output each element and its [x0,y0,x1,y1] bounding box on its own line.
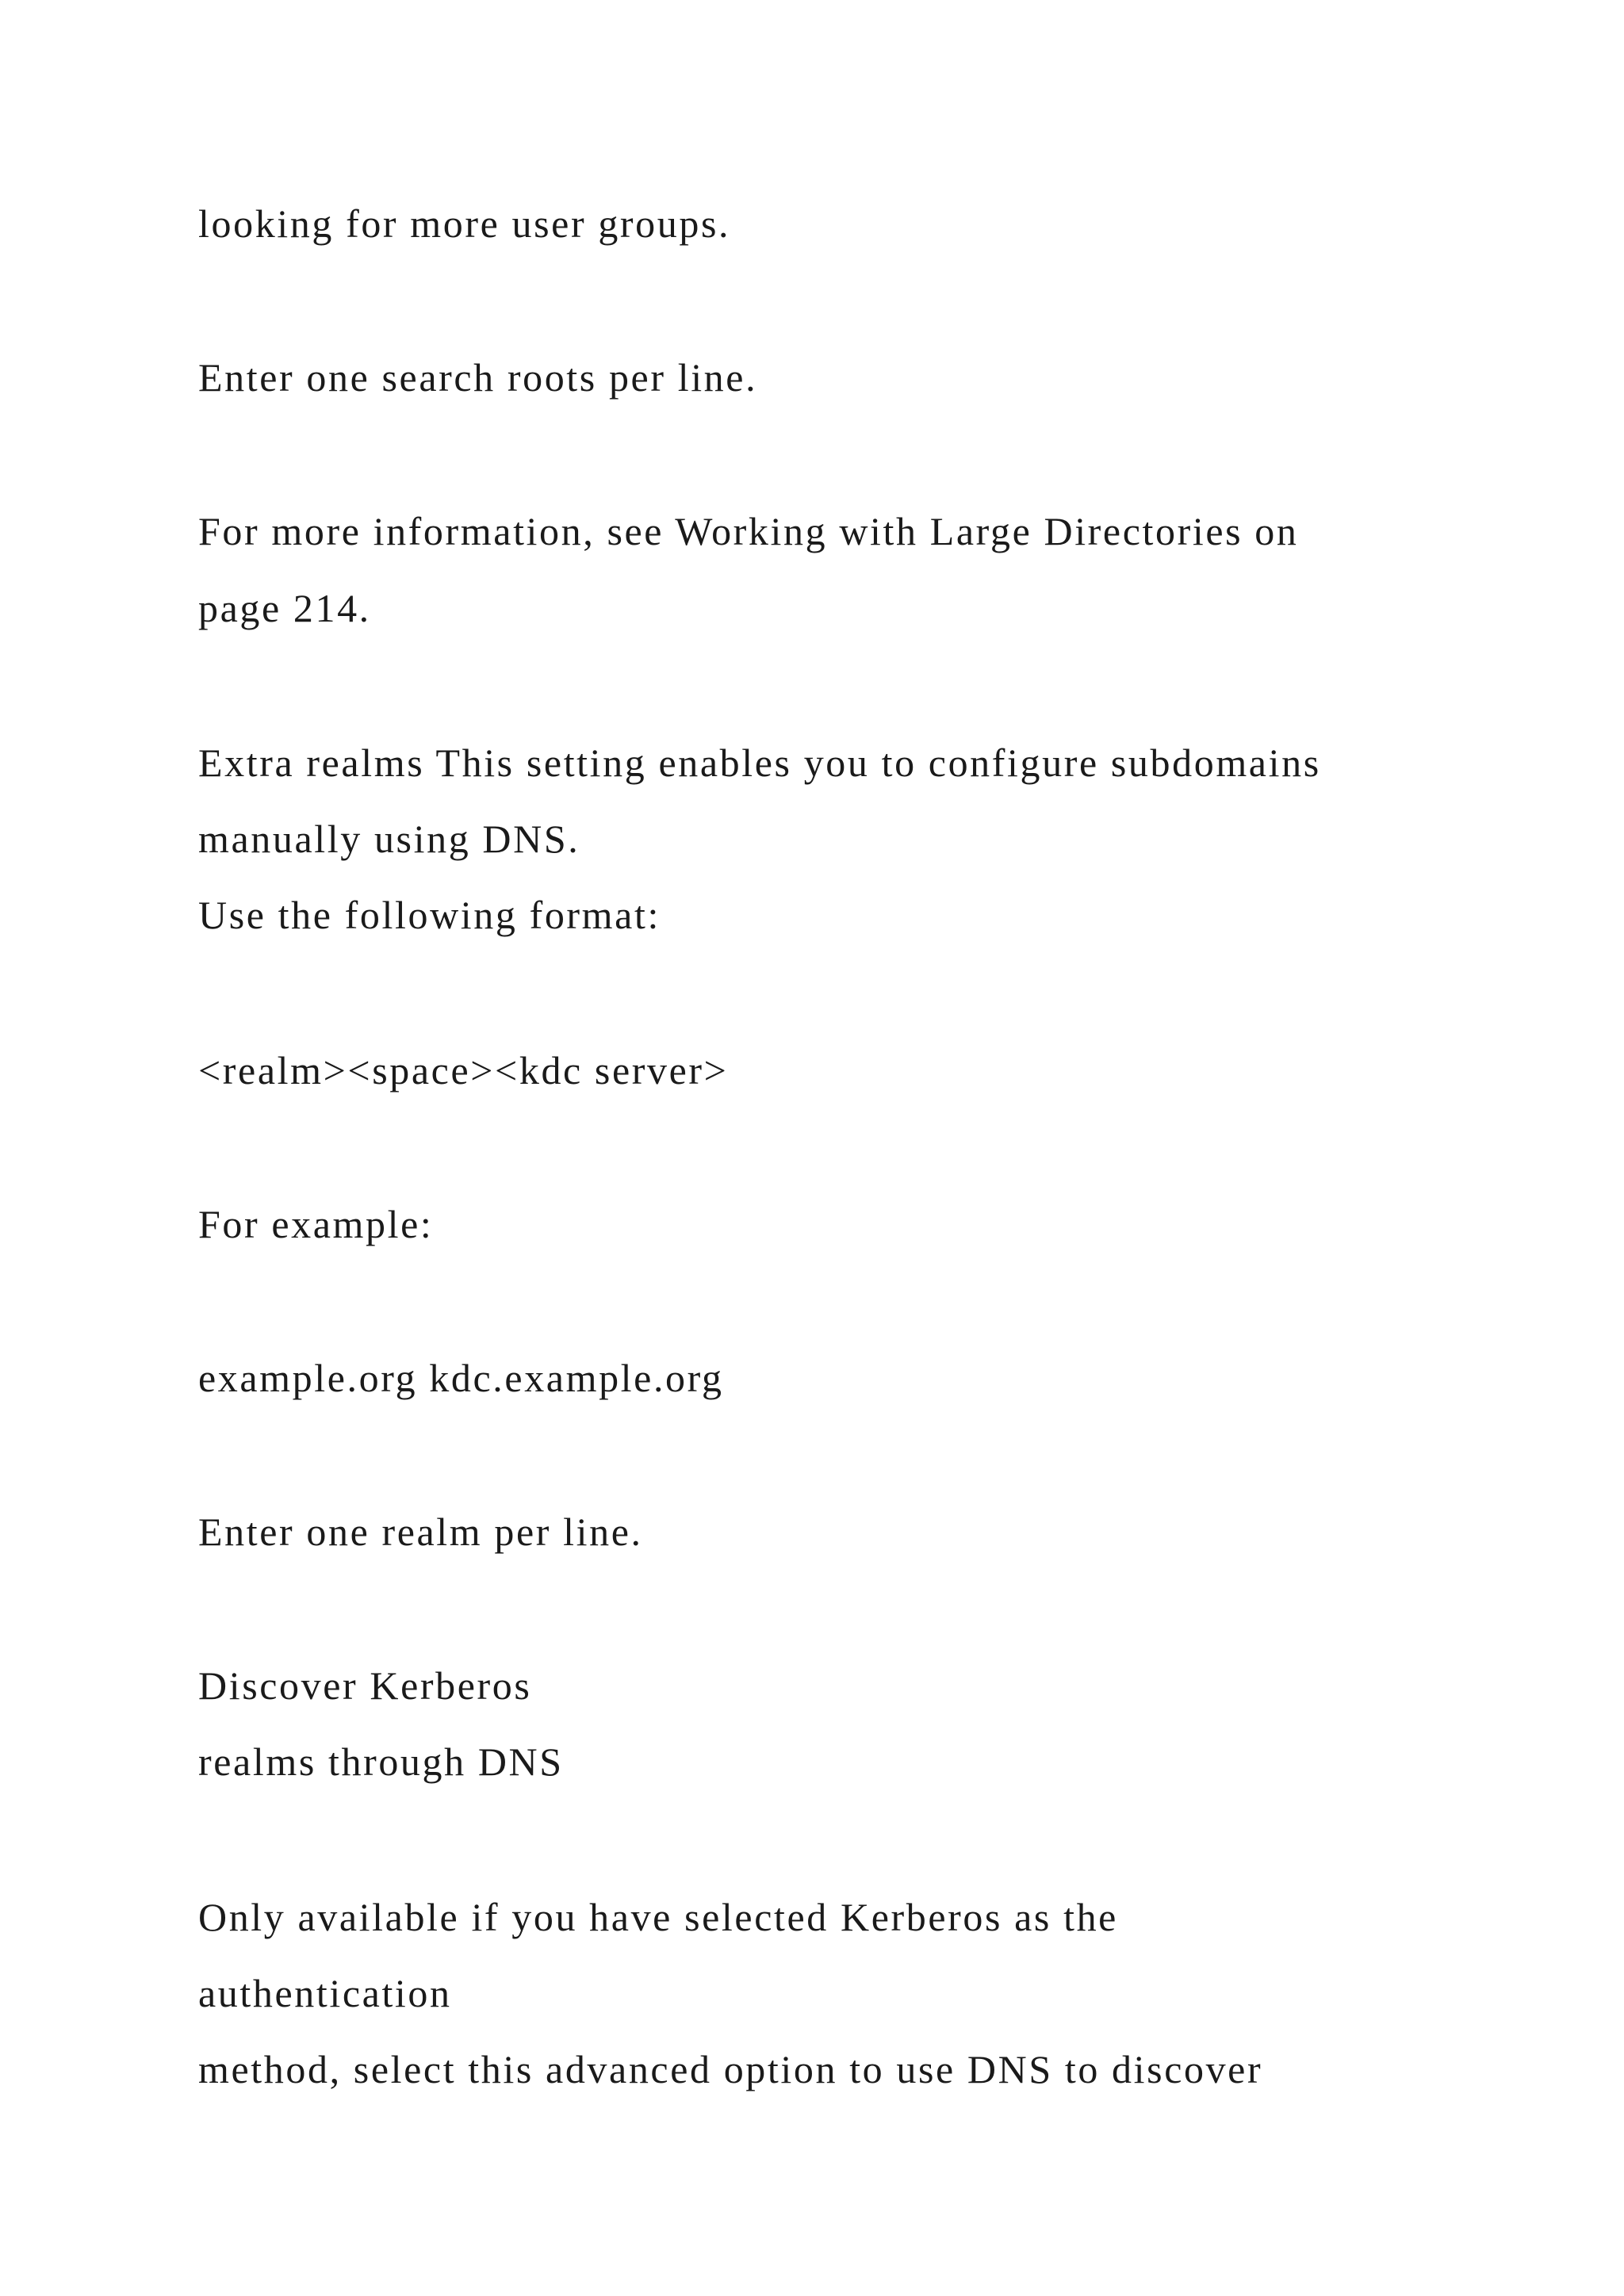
text-line: page 214. [198,586,371,630]
text-line: <realm><space><kdc server> [198,1048,729,1093]
text-line: method, select this advanced option to use DNS to discover [198,2047,1263,2091]
text-line: manually using DNS. [198,817,580,861]
text-line: Use the following format: [198,893,661,937]
text-line: example.org kdc.example.org [198,1356,724,1400]
text-line: authentication [198,1971,452,2015]
text-line: Enter one realm per line. [198,1510,643,1554]
text-line: For more information, see Working with Large Directories on [198,509,1299,553]
text-line: Extra realms This setting enables you to configure subdomains [198,740,1321,785]
text-line: looking for more user groups. [198,201,731,246]
text-line: For example: [198,1202,434,1246]
text-line: Discover Kerberos [198,1663,532,1708]
text-line: Enter one search roots per line. [198,355,758,400]
text-line: realms through DNS [198,1739,564,1784]
text-line: Only available if you have selected Kerberos as the [198,1895,1118,1939]
